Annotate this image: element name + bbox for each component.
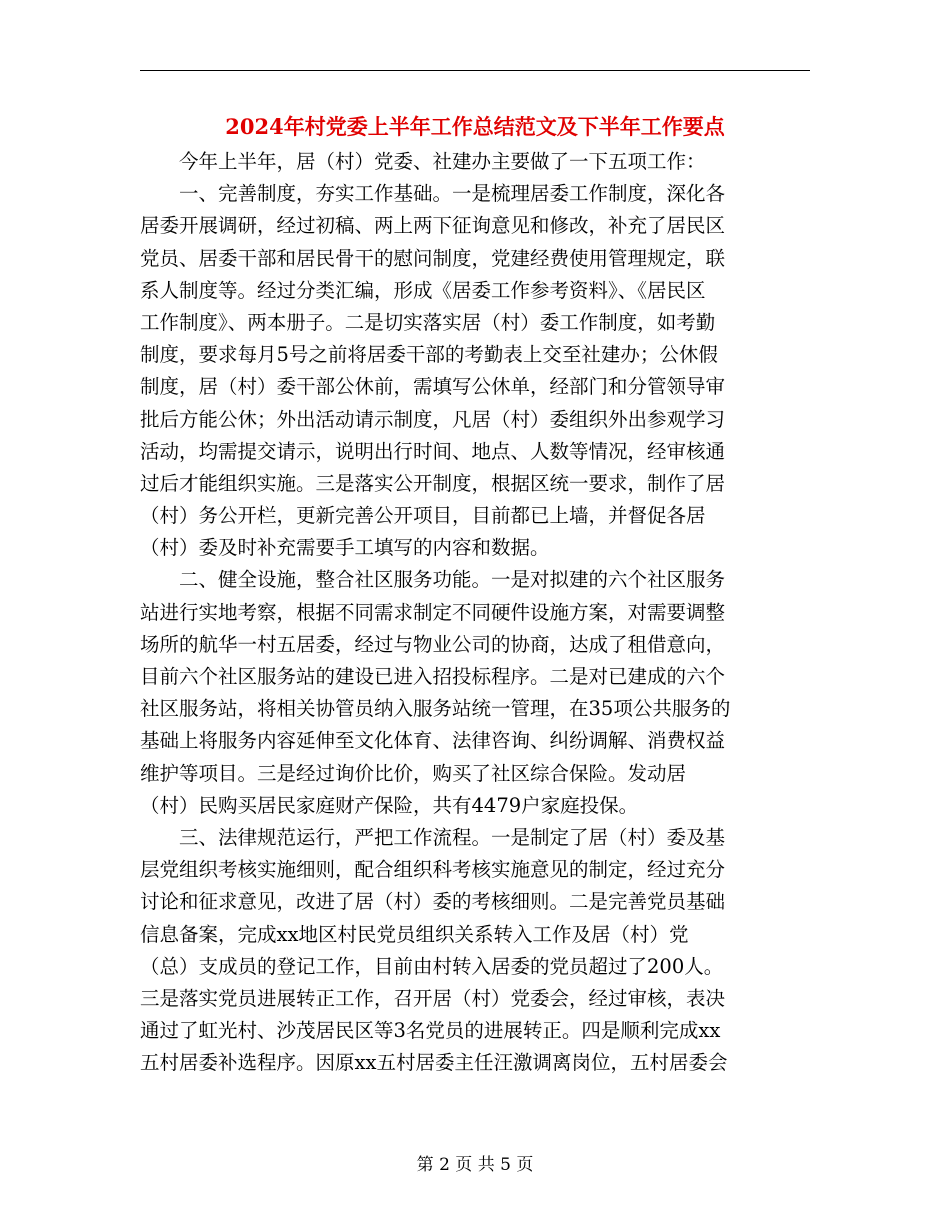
text-line: 基础上将服务内容延伸至文化体育、法律咨询、纠纷调解、消费权益 bbox=[140, 729, 726, 753]
text-line: 过后才能组织实施。三是落实公开制度，根据区统一要求，制作了居 bbox=[140, 471, 726, 495]
text-line: 一、完善制度，夯实工作基础。一是梳理居委工作制度，深化各 bbox=[179, 182, 726, 206]
text-line: 批后方能公休；外出活动请示制度，凡居（村）委组织外出参观学习 bbox=[140, 407, 726, 431]
text-line: 信息备案，完成xx地区村民党员组织关系转入工作及居（村）党 bbox=[140, 922, 689, 946]
text-line: 层党组织考核实施细则，配合组织科考核实施意见的制定，经过充分 bbox=[140, 858, 726, 882]
text-line: （村）委及时补充需要手工填写的内容和数据。 bbox=[140, 536, 550, 560]
document-body bbox=[140, 146, 810, 1079]
text-line: 系人制度等。经过分类汇编，形成《居委工作参考资料》、《居民区 bbox=[140, 278, 706, 302]
document-title: 2024年村党委上半年工作总结范文及下半年工作要点 bbox=[225, 114, 725, 139]
text-line: 活动，均需提交请示，说明出行时间、地点、人数等情况，经审核通 bbox=[140, 439, 726, 463]
text-line: （村）务公开栏，更新完善公开项目，目前都已上墙，并督促各居 bbox=[140, 504, 706, 528]
text-line: 三是落实党员进展转正工作，召开居（村）党委会，经过审核，表决 bbox=[140, 986, 726, 1010]
page-number-footer: 第 2 页 共 5 页 bbox=[416, 1155, 534, 1175]
text-line: 党员、居委干部和居民骨干的慰问制度，党建经费使用管理规定，联 bbox=[140, 246, 726, 270]
text-line: 站进行实地考察，根据不同需求制定不同硬件设施方案，对需要调整 bbox=[140, 600, 726, 624]
text-line: 场所的航华一村五居委，经过与物业公司的协商，达成了租借意向， bbox=[140, 632, 726, 656]
text-line: 维护等项目。三是经过询价比价，购买了社区综合保险。发动居 bbox=[140, 761, 687, 785]
text-line: 讨论和征求意见，改进了居（村）委的考核细则。二是完善党员基础 bbox=[140, 890, 726, 914]
text-line: 工作制度》、两本册子。二是切实落实居（村）委工作制度，如考勤 bbox=[140, 310, 716, 334]
header-rule bbox=[140, 70, 810, 71]
text-line: 居委开展调研，经过初稿、两上两下征询意见和修改，补充了居民区 bbox=[140, 214, 726, 238]
text-line: 社区服务站，将相关协管员纳入服务站统一管理，在35项公共服务的 bbox=[140, 697, 731, 721]
text-line: 今年上半年，居（村）党委、社建办主要做了一下五项工作： bbox=[179, 150, 706, 173]
text-line: 三、法律规范运行，严把工作流程。一是制定了居（村）委及基 bbox=[179, 825, 726, 849]
text-line: （村）民购买居民家庭财产保险，共有4479户家庭投保。 bbox=[140, 793, 639, 817]
text-line: 制度，居（村）委干部公休前，需填写公休单，经部门和分管领导审 bbox=[140, 375, 726, 399]
text-line: 五村居委补选程序。因原xx五村居委主任汪激调离岗位，五村居委会 bbox=[140, 1051, 728, 1075]
text-line: 通过了虹光村、沙茂居民区等3名党员的进展转正。四是顺利完成xx bbox=[140, 1019, 721, 1043]
text-line: （总）支成员的登记工作，目前由村转入居委的党员超过了200人。 bbox=[140, 954, 724, 978]
text-line: 目前六个社区服务站的建设已进入招投标程序。二是对已建成的六个 bbox=[140, 665, 726, 688]
text-line: 二、健全设施，整合社区服务功能。一是对拟建的六个社区服务 bbox=[179, 568, 726, 592]
text-line: 制度，要求每月5号之前将居委干部的考勤表上交至社建办；公休假 bbox=[140, 343, 718, 367]
